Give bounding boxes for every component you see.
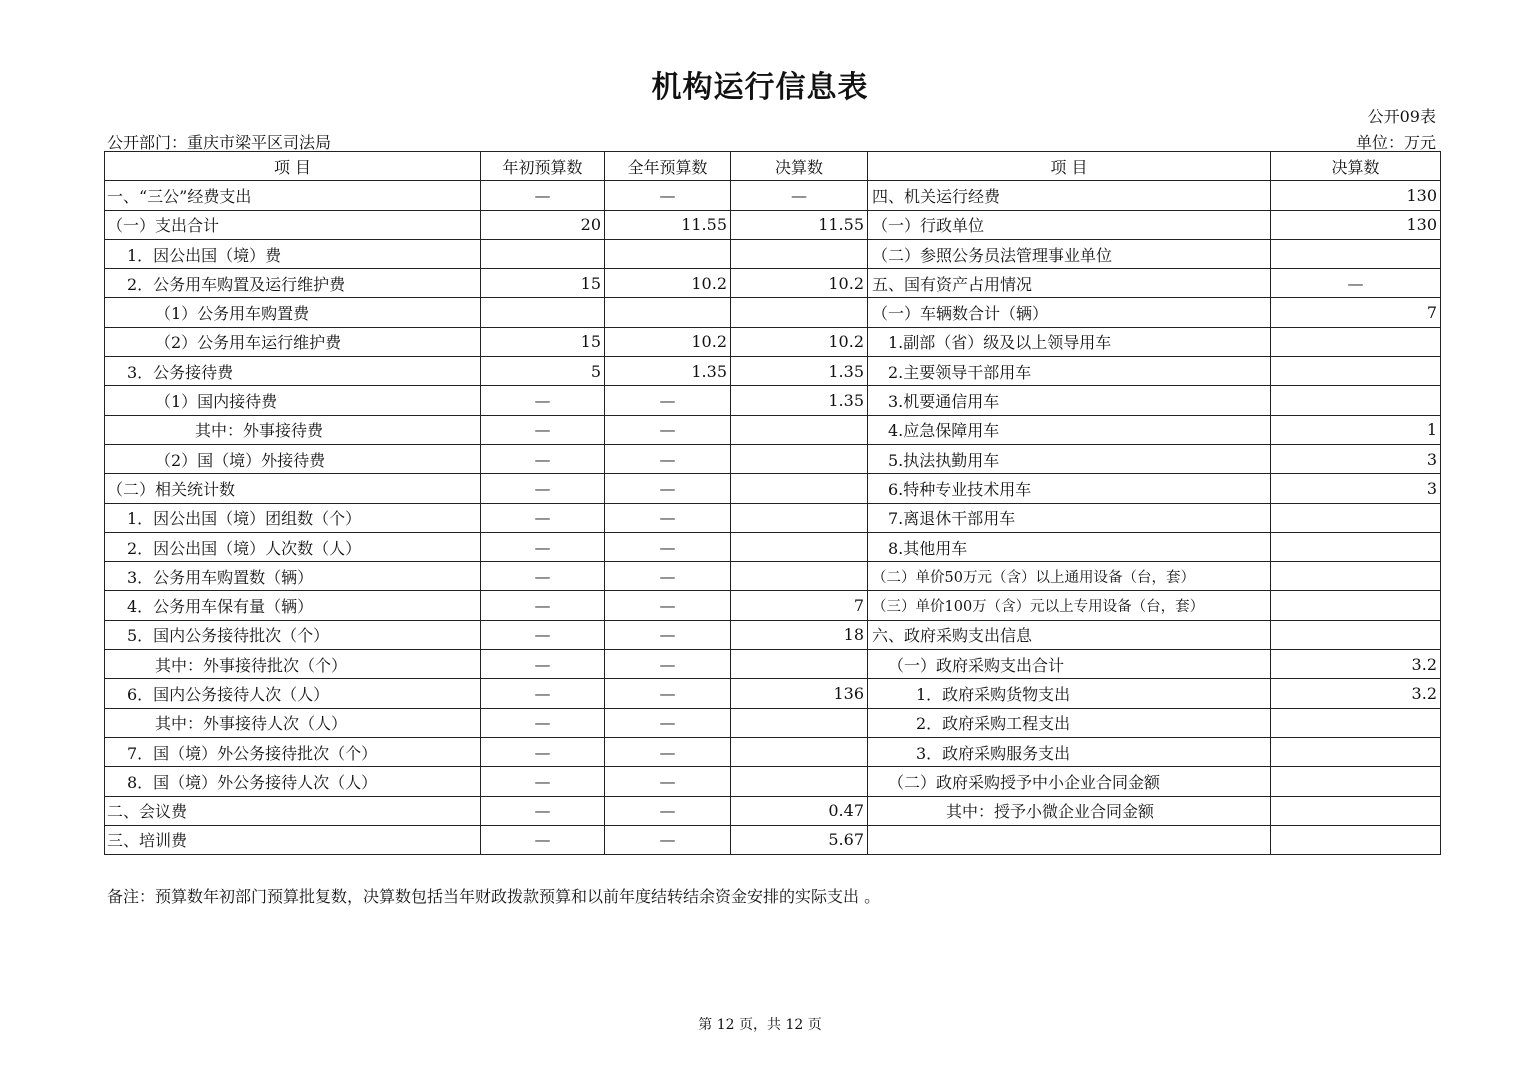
info-table (104, 151, 1441, 855)
row-item-right: 3．政府采购服务支出 (868, 737, 1271, 766)
row-final-accounts-right: 3.2 (1271, 679, 1441, 708)
row-item-right: 五、国有资产占用情况 (868, 269, 1271, 298)
row-item-left: 6．国内公务接待人次（人） (105, 679, 481, 708)
row-item-left: （1）国内接待费 (105, 386, 481, 415)
row-item-left: 4．公务用车保有量（辆） (105, 591, 481, 620)
row-initial-budget (481, 239, 605, 268)
row-final-accounts-right (1271, 239, 1441, 268)
row-final-accounts: 11.55 (731, 210, 868, 239)
table-row (105, 503, 1441, 532)
row-final-accounts (731, 298, 868, 327)
row-initial-budget: — (481, 620, 605, 649)
row-initial-budget: 5 (481, 357, 605, 386)
row-initial-budget: 15 (481, 269, 605, 298)
row-final-accounts (731, 532, 868, 561)
row-item-right: 8.其他用车 (868, 532, 1271, 561)
row-item-right: （二）单价50万元（含）以上通用设备（台，套） (868, 562, 1271, 591)
row-initial-budget (481, 298, 605, 327)
row-initial-budget: — (481, 386, 605, 415)
table-row (105, 532, 1441, 561)
department-label: 公开部门：重庆市梁平区司法局 (107, 133, 332, 152)
header-item-left: 项 目 (105, 152, 481, 181)
row-annual-budget: — (605, 767, 731, 796)
table-row (105, 650, 1441, 679)
row-final-accounts (731, 708, 868, 737)
row-item-left: 3．公务接待费 (105, 357, 481, 386)
row-initial-budget: — (481, 737, 605, 766)
row-initial-budget: — (481, 562, 605, 591)
row-annual-budget: — (605, 415, 731, 444)
row-initial-budget: — (481, 503, 605, 532)
row-final-accounts-right (1271, 357, 1441, 386)
row-final-accounts-right: 1 (1271, 415, 1441, 444)
row-final-accounts (731, 650, 868, 679)
row-final-accounts-right (1271, 532, 1441, 561)
table-row (105, 825, 1441, 854)
row-annual-budget: — (605, 650, 731, 679)
row-item-right: 四、机关运行经费 (868, 181, 1271, 210)
row-final-accounts-right (1271, 767, 1441, 796)
row-item-left: （2）国（境）外接待费 (105, 444, 481, 473)
row-final-accounts-right: 130 (1271, 210, 1441, 239)
header-annual-budget: 全年预算数 (605, 152, 731, 181)
row-item-left: 其中：外事接待批次（个） (105, 650, 481, 679)
row-annual-budget: — (605, 708, 731, 737)
row-item-left: 二、会议费 (105, 796, 481, 825)
row-item-left: 5．国内公务接待批次（个） (105, 620, 481, 649)
row-initial-budget: — (481, 532, 605, 561)
row-item-left: 其中：外事接待费 (105, 415, 481, 444)
row-initial-budget: — (481, 181, 605, 210)
row-annual-budget: — (605, 474, 731, 503)
row-final-accounts-right (1271, 796, 1441, 825)
row-annual-budget: — (605, 386, 731, 415)
table-row (105, 796, 1441, 825)
row-annual-budget: — (605, 444, 731, 473)
row-item-left: 2．因公出国（境）人次数（人） (105, 532, 481, 561)
row-item-left: 8．国（境）外公务接待人次（人） (105, 767, 481, 796)
row-item-left: 7．国（境）外公务接待批次（个） (105, 737, 481, 766)
row-annual-budget: — (605, 503, 731, 532)
row-final-accounts-right: — (1271, 269, 1441, 298)
row-initial-budget: — (481, 650, 605, 679)
row-final-accounts-right: 7 (1271, 298, 1441, 327)
row-final-accounts: 0.47 (731, 796, 868, 825)
row-initial-budget: — (481, 767, 605, 796)
table-row (105, 181, 1441, 210)
row-final-accounts: 1.35 (731, 357, 868, 386)
row-final-accounts-right: 3.2 (1271, 650, 1441, 679)
row-item-right: 6.特种专业技术用车 (868, 474, 1271, 503)
row-item-right: 7.离退休干部用车 (868, 503, 1271, 532)
row-final-accounts: 136 (731, 679, 868, 708)
row-final-accounts-right: 3 (1271, 474, 1441, 503)
row-initial-budget: — (481, 415, 605, 444)
row-annual-budget: 11.55 (605, 210, 731, 239)
header-initial-budget: 年初预算数 (481, 152, 605, 181)
table-row (105, 386, 1441, 415)
row-initial-budget: — (481, 708, 605, 737)
table-row (105, 591, 1441, 620)
row-item-left: 三、培训费 (105, 825, 481, 854)
row-final-accounts-right (1271, 386, 1441, 415)
table-row (105, 562, 1441, 591)
table-header-row (105, 152, 1441, 181)
table-row (105, 415, 1441, 444)
row-item-left: （2）公务用车运行维护费 (105, 327, 481, 356)
row-annual-budget: — (605, 591, 731, 620)
row-final-accounts (731, 474, 868, 503)
header-final-accounts-right: 决算数 (1271, 152, 1441, 181)
table-body (105, 181, 1441, 855)
row-final-accounts-right (1271, 620, 1441, 649)
row-item-right: 其中：授予小微企业合同金额 (868, 796, 1271, 825)
table-row (105, 298, 1441, 327)
row-final-accounts: 1.35 (731, 386, 868, 415)
row-annual-budget (605, 239, 731, 268)
row-item-left: 2．公务用车购置及运行维护费 (105, 269, 481, 298)
row-final-accounts-right: 130 (1271, 181, 1441, 210)
row-final-accounts (731, 562, 868, 591)
row-item-right: （二）参照公务员法管理事业单位 (868, 239, 1271, 268)
table-row (105, 327, 1441, 356)
row-final-accounts-right: 3 (1271, 444, 1441, 473)
row-initial-budget: — (481, 825, 605, 854)
unit-label: 单位：万元 (1355, 133, 1436, 152)
row-initial-budget: — (481, 474, 605, 503)
row-final-accounts (731, 239, 868, 268)
table-row (105, 269, 1441, 298)
row-item-left: 其中：外事接待人次（人） (105, 708, 481, 737)
row-item-left: （一）支出合计 (105, 210, 481, 239)
row-item-right: （一）政府采购支出合计 (868, 650, 1271, 679)
row-final-accounts-right (1271, 737, 1441, 766)
row-initial-budget: — (481, 679, 605, 708)
page-footer: 第 12 页，共 12 页 (698, 1017, 822, 1033)
row-final-accounts-right (1271, 503, 1441, 532)
row-final-accounts: — (731, 181, 868, 210)
table-row (105, 474, 1441, 503)
row-initial-budget: 15 (481, 327, 605, 356)
row-item-right: （一）行政单位 (868, 210, 1271, 239)
row-item-right (868, 825, 1271, 854)
row-annual-budget: — (605, 737, 731, 766)
row-item-right: 2．政府采购工程支出 (868, 708, 1271, 737)
header-final-accounts: 决算数 (731, 152, 868, 181)
row-initial-budget: — (481, 796, 605, 825)
table-row (105, 239, 1441, 268)
table-row (105, 210, 1441, 239)
row-annual-budget: — (605, 532, 731, 561)
row-annual-budget (605, 298, 731, 327)
row-final-accounts-right (1271, 591, 1441, 620)
row-annual-budget: — (605, 679, 731, 708)
row-item-left: 一、“三公”经费支出 (105, 181, 481, 210)
row-item-right: （三）单价100万（含）元以上专用设备（台，套） (868, 591, 1271, 620)
row-item-right: 1．政府采购货物支出 (868, 679, 1271, 708)
row-item-right: 3.机要通信用车 (868, 386, 1271, 415)
table-row (105, 708, 1441, 737)
row-final-accounts: 7 (731, 591, 868, 620)
header-item-right: 项 目 (868, 152, 1271, 181)
row-initial-budget: — (481, 444, 605, 473)
row-item-right: （一）车辆数合计（辆） (868, 298, 1271, 327)
table-row (105, 679, 1441, 708)
row-final-accounts-right (1271, 825, 1441, 854)
table-row (105, 357, 1441, 386)
row-annual-budget: 10.2 (605, 269, 731, 298)
row-item-right: 5.执法执勤用车 (868, 444, 1271, 473)
row-final-accounts: 10.2 (731, 269, 868, 298)
table-note: 备注：预算数年初部门预算批复数，决算数包括当年财政拨款预算和以前年度结转结余资金安排的实际支出 。 (107, 887, 881, 906)
row-item-left: （1）公务用车购置费 (105, 298, 481, 327)
row-annual-budget: — (605, 562, 731, 591)
row-annual-budget: — (605, 825, 731, 854)
row-final-accounts-right (1271, 562, 1441, 591)
row-final-accounts-right (1271, 327, 1441, 356)
row-item-right: 2.主要领导干部用车 (868, 357, 1271, 386)
row-annual-budget: — (605, 620, 731, 649)
row-item-right: （二）政府采购授予中小企业合同金额 (868, 767, 1271, 796)
table-row (105, 444, 1441, 473)
row-annual-budget: 1.35 (605, 357, 731, 386)
table-row (105, 620, 1441, 649)
row-annual-budget: 10.2 (605, 327, 731, 356)
row-final-accounts: 5.67 (731, 825, 868, 854)
row-final-accounts-right (1271, 708, 1441, 737)
table-row (105, 737, 1441, 766)
row-item-right: 六、政府采购支出信息 (868, 620, 1271, 649)
row-item-left: 3．公务用车购置数（辆） (105, 562, 481, 591)
row-item-left: （二）相关统计数 (105, 474, 481, 503)
row-final-accounts: 18 (731, 620, 868, 649)
form-code: 公开09表 (1367, 107, 1436, 126)
table-row (105, 767, 1441, 796)
row-item-left: 1．因公出国（境）团组数（个） (105, 503, 481, 532)
page-title: 机构运行信息表 (651, 70, 869, 105)
row-final-accounts (731, 737, 868, 766)
row-annual-budget: — (605, 796, 731, 825)
row-item-right: 4.应急保障用车 (868, 415, 1271, 444)
row-final-accounts (731, 415, 868, 444)
row-annual-budget: — (605, 181, 731, 210)
row-final-accounts (731, 444, 868, 473)
row-initial-budget: — (481, 591, 605, 620)
row-final-accounts (731, 503, 868, 532)
row-final-accounts (731, 767, 868, 796)
row-item-right: 1.副部（省）级及以上领导用车 (868, 327, 1271, 356)
row-initial-budget: 20 (481, 210, 605, 239)
row-final-accounts: 10.2 (731, 327, 868, 356)
row-item-left: 1．因公出国（境）费 (105, 239, 481, 268)
